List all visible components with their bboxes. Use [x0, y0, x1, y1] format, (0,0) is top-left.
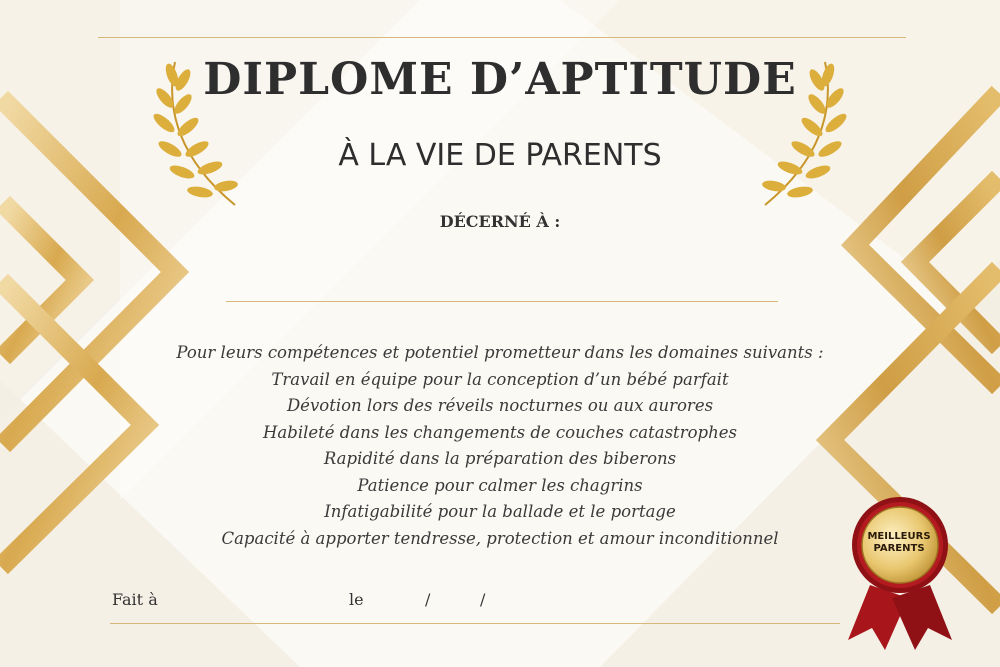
badge-label [855, 531, 943, 555]
date-label: le [349, 590, 364, 609]
skill-item: Dévotion lors des réveils nocturnes ou aux aurores [286, 396, 714, 415]
skill-item: Capacité à apporter tendresse, protection et amour inconditionnel [221, 528, 779, 548]
skills-section [100, 340, 900, 552]
badge-line-1: MEILLEURS [867, 531, 931, 542]
skill-item: Infatigabilité pour la ballade et le portage [324, 502, 676, 521]
certificate-title: DIPLOME D’APTITUDE [203, 54, 797, 105]
badge-line-2: PARENTS [873, 543, 925, 554]
place-label: Fait à [112, 590, 158, 609]
skill-item: Patience pour calmer les chagrins [357, 475, 643, 495]
recipient-name-line[interactable] [226, 301, 778, 302]
signature-line[interactable] [110, 623, 840, 624]
awarded-to-label: DÉCERNÉ À : [439, 212, 561, 231]
skill-item: Habileté dans les changements de couches catastrophes [263, 422, 737, 442]
certificate-subtitle: À LA VIE DE PARENTS [338, 138, 662, 173]
date-separator-2: / [480, 590, 486, 609]
skill-item: Rapidité dans la préparation des biberons [323, 449, 677, 468]
date-separator-1: / [425, 590, 431, 609]
top-rule [98, 37, 906, 38]
skills-intro: Pour leurs compétences et potentiel prometteur dans les domaines suivants : [176, 343, 824, 362]
skill-item: Travail en équipe pour la conception d’un bébé parfait [271, 369, 729, 389]
